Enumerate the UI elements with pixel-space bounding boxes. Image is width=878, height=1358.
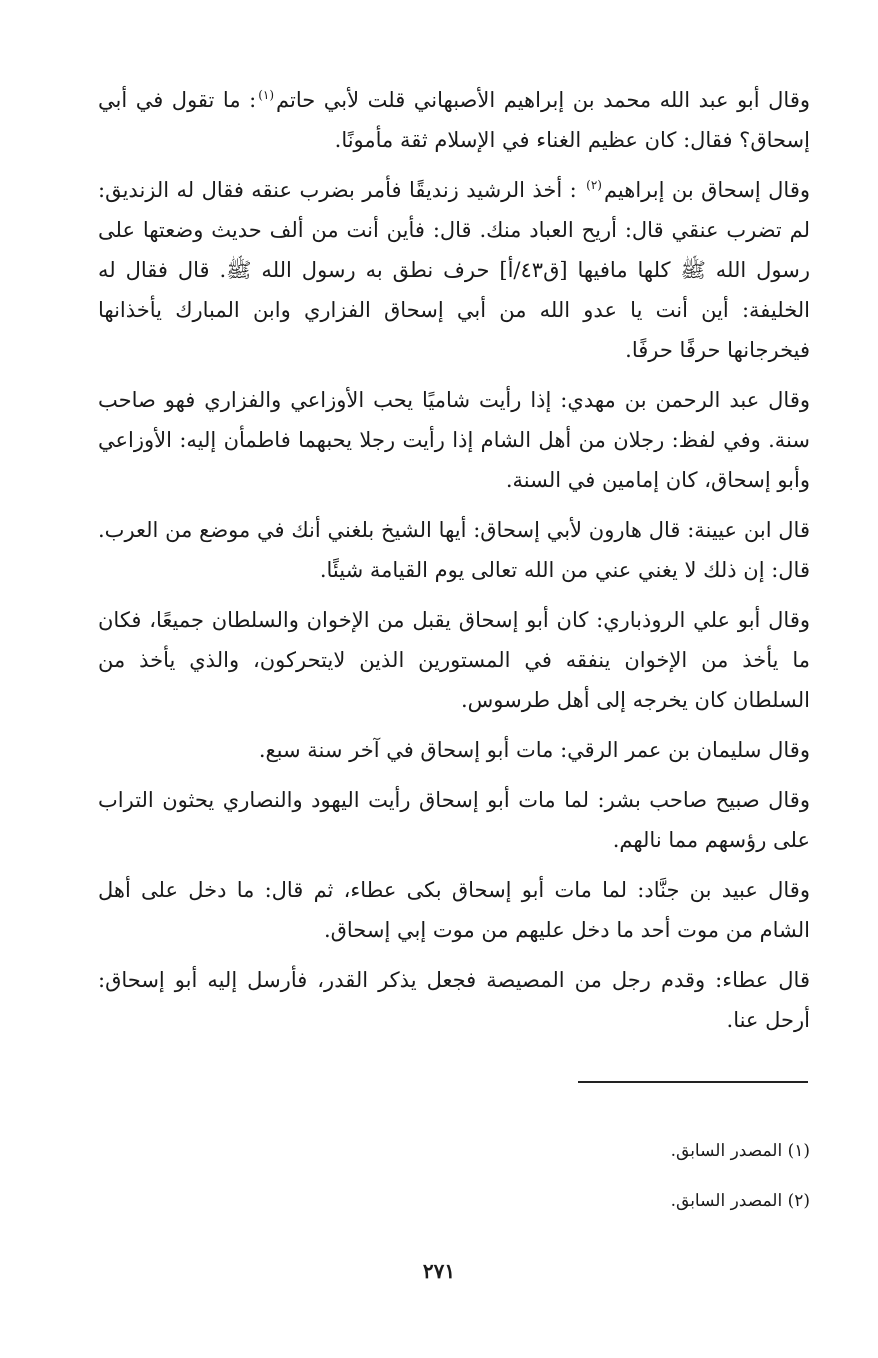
paragraph-9-text: قال عطاء: وقدم رجل من المصيصة فجعل يذكر القدر، فأرسل إليه أبو إسحاق: أرحل عنا. (98, 968, 810, 1032)
paragraph-6-text: وقال سليمان بن عمر الرقي: مات أبو إسحاق في آخر سنة سبع. (258, 738, 810, 762)
paragraph-3 (98, 380, 810, 500)
paragraph-2 (98, 170, 810, 370)
page-body (98, 80, 810, 1050)
footnote-ref-1[interactable]: (١) (258, 88, 275, 102)
paragraph-5-text: وقال أبو علي الروذباري: كان أبو إسحاق يقبل من الإخوان والسلطان جميعًا، فكان ما يأخذ من الإخوان ينفقه في المستورين الذين لايتحركون، والذي يأخذ من السلطان كان يخرجه إلى أهل طرسوس. (98, 608, 810, 712)
footnote-ref-2[interactable]: (٢) (586, 178, 602, 192)
paragraph-1 (98, 80, 810, 160)
footnote-divider (578, 1081, 808, 1083)
paragraph-3-text: وقال عبد الرحمن بن مهدي: إذا رأيت شاميًا يحب الأوزاعي والفزاري فهو صاحب سنة. وفي لفظ: رجلان من أهل الشام إذا رأيت رجلا يحبهما فاطمأن إليه: الأوزاعي وأبو إسحاق، كان إمامين في السنة. (98, 388, 810, 492)
paragraph-7 (98, 780, 810, 860)
footnotes (98, 1126, 810, 1226)
footnote-2: (٢) المصدر السابق. (670, 1191, 810, 1211)
paragraph-5 (98, 600, 810, 720)
paragraph-2-text: وقال إسحاق بن إبراهيم (603, 178, 810, 202)
paragraph-1-text: وقال أبو عبد الله محمد بن إبراهيم الأصبهاني قلت لأبي حاتم (276, 88, 810, 112)
paragraph-1-text-cont: : ما تقول في أبي إسحاق؟ فقال: كان عظيم الغناء في الإسلام ثقة مأمونًا. (98, 88, 810, 152)
page-number: ٢٧١ (422, 1259, 456, 1283)
paragraph-8-text: وقال عبيد بن جنَّاد: لما مات أبو إسحاق بكى عطاء، ثم قال: ما دخل على أهل الشام من موت أحد ما دخل عليهم من موت إبي إسحاق. (98, 878, 810, 942)
paragraph-6 (98, 730, 810, 770)
paragraph-9 (98, 960, 810, 1040)
paragraph-4-text: قال ابن عيينة: قال هارون لأبي إسحاق: أيها الشيخ بلغني أنك في موضع من العرب. قال: إن ذلك لا يغني عني من الله تعالى يوم القيامة شيئًا. (98, 518, 810, 582)
footnote-1: (١) المصدر السابق. (670, 1141, 810, 1161)
paragraph-7-text: وقال صبيح صاحب بشر: لما مات أبو إسحاق رأيت اليهود والنصاري يحثون التراب على رؤسهم مما نالهم. (98, 788, 810, 852)
paragraph-8 (98, 870, 810, 950)
paragraph-2-text-cont: : أخذ الرشيد زنديقًا فأمر بضرب عنقه فقال له الزنديق: لم تضرب عنقي قال: أريح العباد منك. قال: فأين أنت من ألف حديث وضعتها على رسول الله ﷺ كلها مافيها [ق٤٣/أ] حرف نطق به رسول الله ﷺ. قال فقال له الخليفة: أين أنت يا عدو الله من أبي إسحاق الفزاري وابن المبارك يأخذانها فيخرجانها حرفًا حرفًا. (98, 178, 810, 362)
paragraph-4 (98, 510, 810, 590)
